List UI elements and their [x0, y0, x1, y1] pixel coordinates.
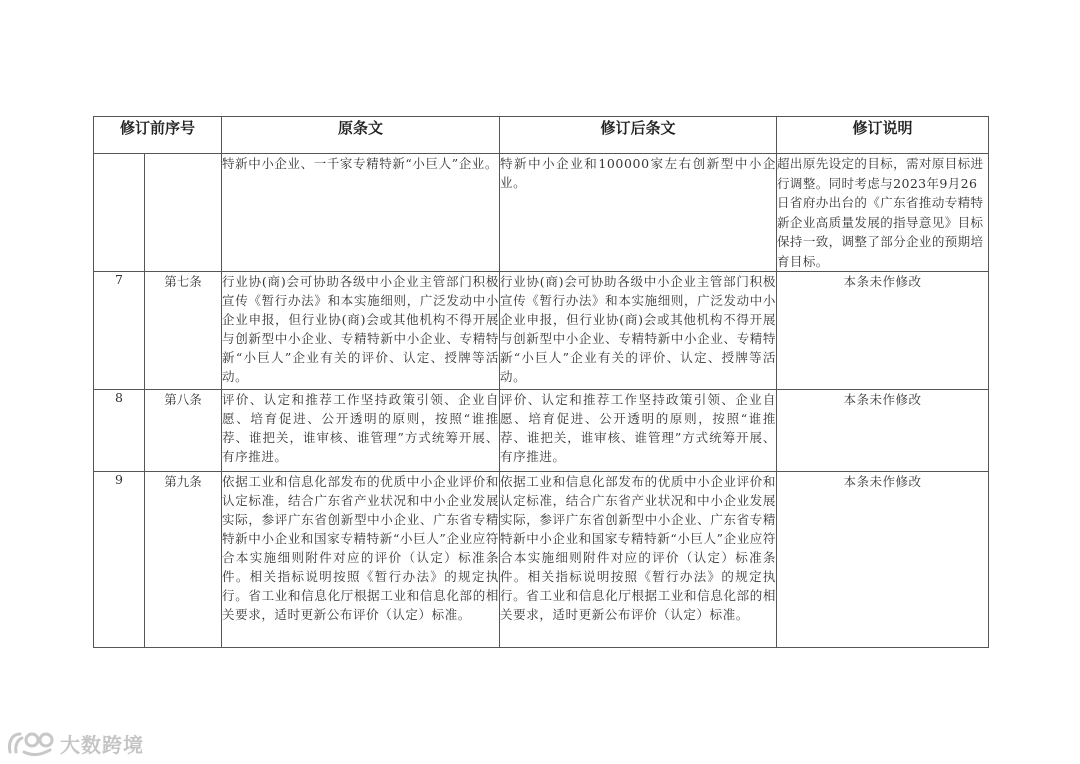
header-original: 原条文	[222, 117, 500, 154]
revision-note: 本条未作修改	[777, 472, 989, 648]
revision-note: 本条未作修改	[777, 272, 989, 390]
revised-text: 评价、认定和推荐工作坚持政策引领、企业自愿、培育促进、公开透明的原则，按照“谁推荐、谁把关，谁审核、谁管理”方式统筹开展、有序推进。	[500, 390, 777, 472]
header-seq: 修订前序号	[94, 117, 222, 154]
header-revised: 修订后条文	[500, 117, 777, 154]
revised-text: 行业协(商)会可协助各级中小企业主管部门积极宣传《暂行办法》和本实施细则，广泛发动中小企业申报，但行业协(商)会或其他机构不得开展与创新型中小企业、专精特新中小企业、专精特新“小巨人”企业有关的评价、认定、授牌等活动。	[500, 272, 777, 390]
revision-note: 超出原先设定的目标，需对原目标进行调整。同时考虑与2023年9月26日省府办出台的《广东省推动专精特新企业高质量发展的指导意见》目标保持一致，调整了部分企业的预期培育目标。	[777, 154, 989, 272]
original-text: 评价、认定和推荐工作坚持政策引领、企业自愿、培育促进、公开透明的原则，按照“谁推荐、谁把关，谁审核、谁管理”方式统筹开展、有序推进。	[222, 390, 500, 472]
row-number	[94, 154, 145, 272]
row-article: 第七条	[145, 272, 222, 390]
table-row	[94, 472, 989, 648]
revision-note: 本条未作修改	[777, 390, 989, 472]
original-text: 行业协(商)会可协助各级中小企业主管部门积极宣传《暂行办法》和本实施细则，广泛发动中小企业申报，但行业协(商)会或其他机构不得开展与创新型中小企业、专精特新中小企业、专精特新“小巨人”企业有关的评价、认定、授牌等活动。	[222, 272, 500, 390]
watermark	[6, 726, 144, 760]
row-number: 8	[94, 390, 145, 472]
row-number: 7	[94, 272, 145, 390]
revision-table	[93, 116, 989, 648]
original-text: 特新中小企业、一千家专精特新“小巨人”企业。	[222, 154, 500, 272]
revised-text: 特新中小企业和100000家左右创新型中小企业。	[500, 154, 777, 272]
row-number: 9	[94, 472, 145, 648]
brand-logo-icon	[6, 728, 54, 758]
header-note: 修订说明	[777, 117, 989, 154]
table-row	[94, 154, 989, 272]
revised-text: 依据工业和信息化部发布的优质中小企业评价和认定标准，结合广东省产业状况和中小企业发展实际，参评广东省创新型中小企业、广东省专精特新中小企业和国家专精特新“小巨人”企业应符合本实施细则附件对应的评价（认定）标准条件。相关指标说明按照《暂行办法》的规定执行。省工业和信息化厅根据工业和信息化部的相关要求，适时更新公布评价（认定）标准。	[500, 472, 777, 648]
row-article: 第九条	[145, 472, 222, 648]
original-text: 依据工业和信息化部发布的优质中小企业评价和认定标准，结合广东省产业状况和中小企业发展实际，参评广东省创新型中小企业、广东省专精特新中小企业和国家专精特新“小巨人”企业应符合本实施细则附件对应的评价（认定）标准条件。相关指标说明按照《暂行办法》的规定执行。省工业和信息化厅根据工业和信息化部的相关要求，适时更新公布评价（认定）标准。	[222, 472, 500, 648]
table-row	[94, 272, 989, 390]
row-article: 第八条	[145, 390, 222, 472]
watermark-text: 大数跨境	[60, 732, 144, 757]
table-row	[94, 390, 989, 472]
table-header-row	[94, 117, 989, 154]
row-article	[145, 154, 222, 272]
